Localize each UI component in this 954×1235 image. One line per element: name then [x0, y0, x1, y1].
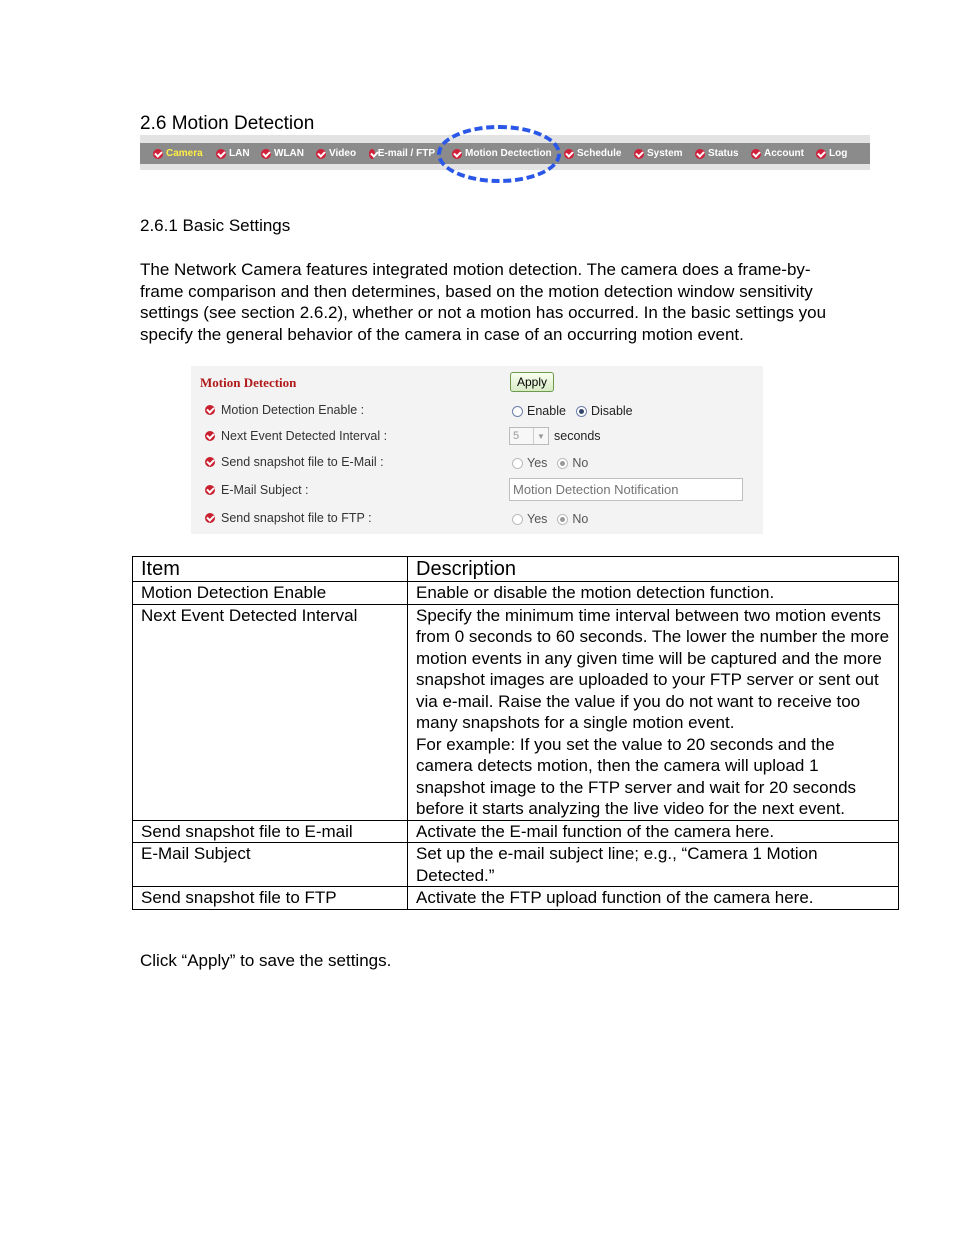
check-icon: [205, 431, 215, 441]
row-motion-enable: Motion Detection Enable :: [205, 403, 364, 417]
email-options: Yes No: [512, 456, 588, 470]
check-icon: [369, 149, 375, 159]
chevron-down-icon: ▼: [533, 428, 548, 444]
table-cell-item: E-Mail Subject: [133, 843, 408, 887]
email-no-radio[interactable]: [557, 458, 568, 469]
interval-control: 5 ▼ seconds: [509, 427, 601, 445]
check-icon: [205, 405, 215, 415]
table-row: [133, 582, 899, 605]
nav-item-motion-detection[interactable]: Motion Dectection: [452, 148, 552, 159]
check-icon: [205, 485, 215, 495]
check-icon: [205, 457, 215, 467]
table-row: [133, 843, 899, 887]
highlight-oval: [437, 125, 561, 183]
ftp-no-radio[interactable]: [557, 514, 568, 525]
nav-item-status[interactable]: Status: [695, 148, 739, 159]
ftp-options: Yes No: [512, 512, 588, 526]
table-cell-description: Specify the minimum time interval between two motion events from 0 seconds to 60 seconds. The lower the number the more motion events in any given time will be captured and the more snapshot images are uploaded to your FTP server or sent out via e-mail. Raise the value if you do not want to receive too many snapshots for a single motion event. For example: If you set the value to 20 seconds and the camera detects motion, then the camera will upload 1 snapshot image to the FTP server and wait for 20 seconds before it starts analyzing the live video for the next event.: [408, 604, 899, 820]
subsection-title: 2.6.1 Basic Settings: [140, 216, 291, 235]
panel-title: Motion Detection: [200, 375, 297, 390]
nav-item-account[interactable]: Account: [751, 148, 804, 159]
nav-item-camera[interactable]: Camera: [153, 148, 203, 159]
motion-detection-panel: [191, 366, 763, 534]
nav-item-schedule[interactable]: Schedule: [564, 148, 621, 159]
check-icon: [634, 149, 644, 159]
nav-item-lan[interactable]: LAN: [216, 148, 250, 159]
apply-button[interactable]: Apply: [510, 372, 554, 392]
check-icon: [751, 149, 761, 159]
nav-item-video[interactable]: Video: [316, 148, 356, 159]
disable-radio[interactable]: [576, 406, 587, 417]
interval-select[interactable]: 5 ▼: [509, 427, 549, 445]
table-header-description: Description: [408, 557, 899, 582]
section-title: 2.6 Motion Detection: [140, 113, 315, 134]
ftp-yes-radio[interactable]: [512, 514, 523, 525]
table-row: [133, 820, 899, 843]
check-icon: [216, 149, 226, 159]
check-icon: [205, 513, 215, 523]
table-row: [133, 604, 899, 820]
settings-table: [132, 556, 899, 910]
nav-item-log[interactable]: Log: [816, 148, 847, 159]
nav-item-email-ftp[interactable]: E-mail / FTP: [369, 148, 435, 159]
intro-paragraph: The Network Camera features integrated motion detection. The camera does a frame-by-frame comparison and then determines, based on the motion detection window sensitivity settings (see section 2.6.2), whether or not a motion has occurred. In the basic settings you specify the general behavior of the camera in case of an occurring motion event.: [140, 260, 827, 344]
table-cell-item: Next Event Detected Interval: [133, 604, 408, 820]
table-cell-description: Enable or disable the motion detection function.: [408, 582, 899, 605]
table-cell-item: Motion Detection Enable: [133, 582, 408, 605]
email-subject-input[interactable]: [509, 478, 743, 501]
check-icon: [564, 149, 574, 159]
table-row: [133, 887, 899, 910]
motion-enable-options: Enable Disable: [512, 404, 633, 418]
check-icon: [695, 149, 705, 159]
row-email-subject: E-Mail Subject :: [205, 483, 309, 497]
table-cell-item: Send snapshot file to FTP: [133, 887, 408, 910]
row-send-email: Send snapshot file to E-Mail :: [205, 455, 384, 469]
check-icon: [316, 149, 326, 159]
table-cell-description: Activate the E-mail function of the camera here.: [408, 820, 899, 843]
nav-item-system[interactable]: System: [634, 148, 683, 159]
table-cell-description: Set up the e-mail subject line; e.g., “Camera 1 Motion Detected.”: [408, 843, 899, 887]
row-send-ftp: Send snapshot file to FTP :: [205, 511, 372, 525]
check-icon: [816, 149, 826, 159]
check-icon: [261, 149, 271, 159]
table-header-row: [133, 557, 899, 582]
row-event-interval: Next Event Detected Interval :: [205, 429, 387, 443]
table-cell-description: Activate the FTP upload function of the camera here.: [408, 887, 899, 910]
enable-radio[interactable]: [512, 406, 523, 417]
email-yes-radio[interactable]: [512, 458, 523, 469]
table-header-item: Item: [133, 557, 408, 582]
check-icon: [153, 149, 163, 159]
table-cell-item: Send snapshot file to E-mail: [133, 820, 408, 843]
nav-item-wlan[interactable]: WLAN: [261, 148, 304, 159]
footer-instruction: Click “Apply” to save the settings.: [140, 951, 392, 970]
